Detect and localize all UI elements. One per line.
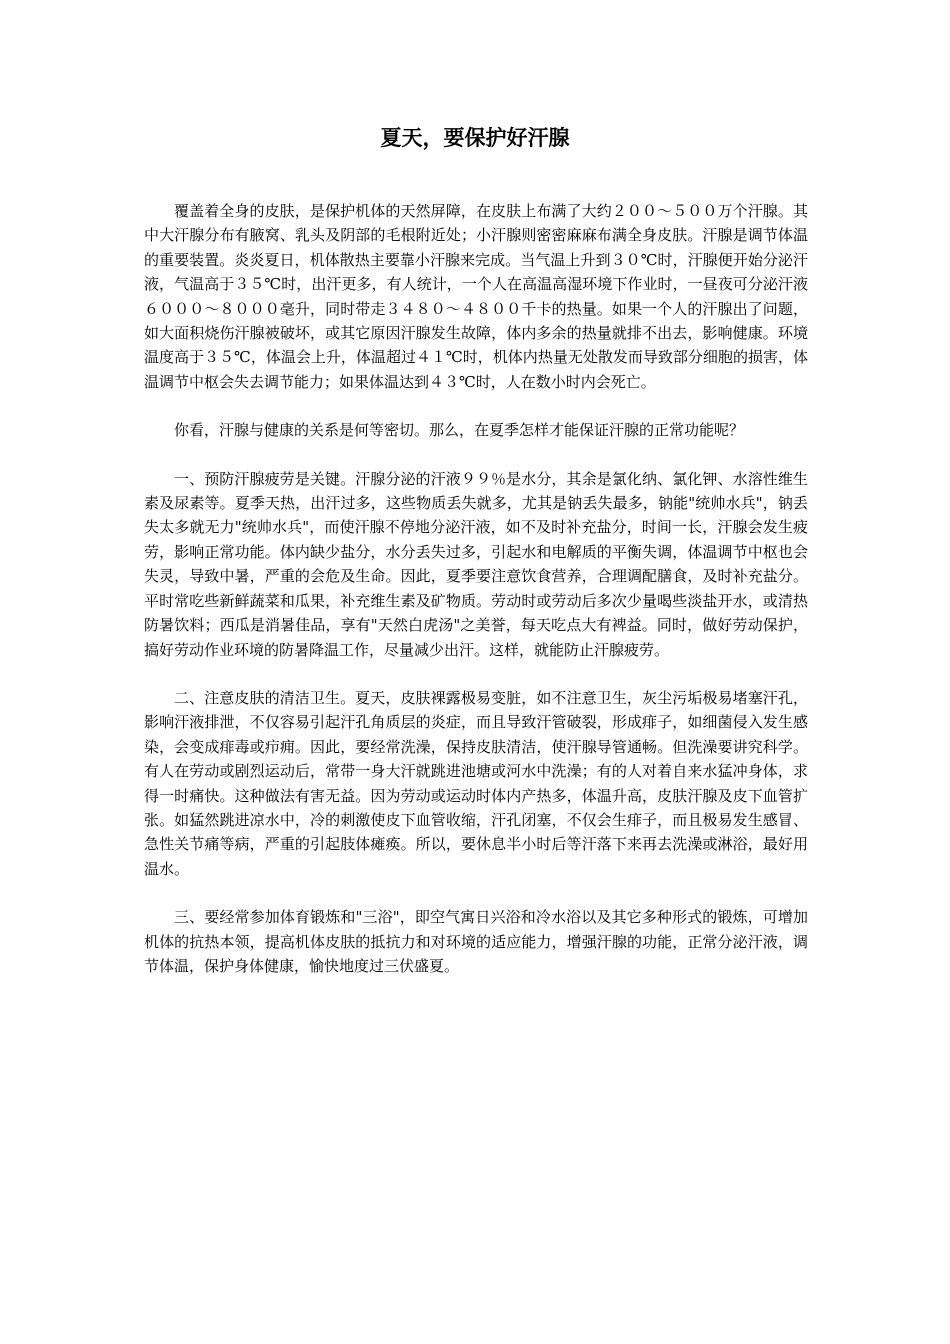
paragraph-question: 你看，汗腺与健康的关系是何等密切。那么，在夏季怎样才能保证汗腺的正常功能呢？ [174, 421, 745, 440]
paragraph-intro: 覆盖着全身的皮肤，是保护机体的天然屏障，在皮肤上布满了大约２００～５００万个汗腺。其中大汗腺分布有腋窝、乳头及阴部的毛根附近处；小汗腺则密密麻麻布满全身皮肤。汗腺是调节体温的重要装置。炎炎夏日，机体散热主要靠小汗腺来完成。当气温上升到３０℃时，汗腺便开始分泌汗液，气温高于３５℃时，出汗更多，有人统计，一个人在高温高湿环境下作业时，一昼夜可分泌汗液６０００～８０００毫升，同时带走３４８０～４８００千卡的热量。如果一个人的汗腺出了问题，如大面积烧伤汗腺被破坏，或其它原因汗腺发生故障，体内多余的热量就排不出去，影响健康。环境温度高于３５℃，体温会上升，体温超过４１℃时，机体内热量无处散发而导致部分细胞的损害，体温调节中枢会失去调节能力；如果体温达到４３℃时，人在数小时内会死亡。 [144, 202, 808, 391]
paragraph-section-one: 一、预防汗腺疲劳是关键。汗腺分泌的汗液９９％是水分，其余是氯化纳、氯化钾、水溶性维生素及尿素等。夏季天热，出汗过多，这些物质丢失就多，尤其是钠丢失最多，钠能"统帅水兵"，钠丢失太多就无力"统帅水兵"，而使汗腺不停地分泌汗液，如不及时补充盐分，时间一长，汗腺会发生疲劳，影响正常功能。体内缺少盐分，水分丢失过多，引起水和电解质的平衡失调，体温调节中枢也会失灵，导致中暑，严重的会危及生命。因此，夏季要注意饮食营养，合理调配膳食，及时补充盐分。平时常吃些新鲜蔬菜和瓜果，补充维生素及矿物质。劳动时或劳动后多次少量喝些淡盐开水，或清热防暑饮料；西瓜是消暑佳品，享有"天然白虎汤"之美誉，每天吃点大有裨益。同时，做好劳动保护，搞好劳动作业环境的防暑降温工作，尽量减少出汗。这样，就能防止汗腺疲劳。 [144, 469, 808, 659]
paragraph-section-two: 二、注意皮肤的清洁卫生。夏天，皮肤裸露极易变脏，如不注意卫生，灰尘污垢极易堵塞汗孔，影响汗液排泄，不仅容易引起汗孔角质层的炎症，而且导致汗管破裂，形成痱子，如细菌侵入发生感染，会变成痱毒或疖痈。因此，要经常洗澡，保持皮肤清洁，使汗腺导管通畅。但洗澡要讲究科学。有人在劳动或剧烈运动后，常带一身大汗就跳进池塘或河水中洗澡；有的人对着自来水猛冲身体，求得一时痛快。这种做法有害无益。因为劳动或运动时体内产热多，体温升高，皮肤汗腺及皮下血管扩张。如猛然跳进凉水中，冷的刺激使皮下血管收缩，汗孔闭塞，不仅会生痱子，而且极易发生感冒、急性关节痛等病，严重的引起肢体瘫痪。所以，要休息半小时后等汗落下来再去洗澡或淋浴，最好用温水。 [144, 688, 808, 878]
document-body [144, 199, 808, 978]
paragraph-section-three: 三、要经常参加体育锻炼和"三浴"，即空气寓日兴浴和冷水浴以及其它多种形式的锻炼，可增加机体的抗热本领，提高机体皮肤的抵抗力和对环境的适应能力，增强汗腺的功能，正常分泌汗液，调节体温，保护身体健康，愉快地度过三伏盛夏。 [144, 908, 808, 975]
document-title: 夏天，要保护好汗腺 [380, 126, 570, 150]
